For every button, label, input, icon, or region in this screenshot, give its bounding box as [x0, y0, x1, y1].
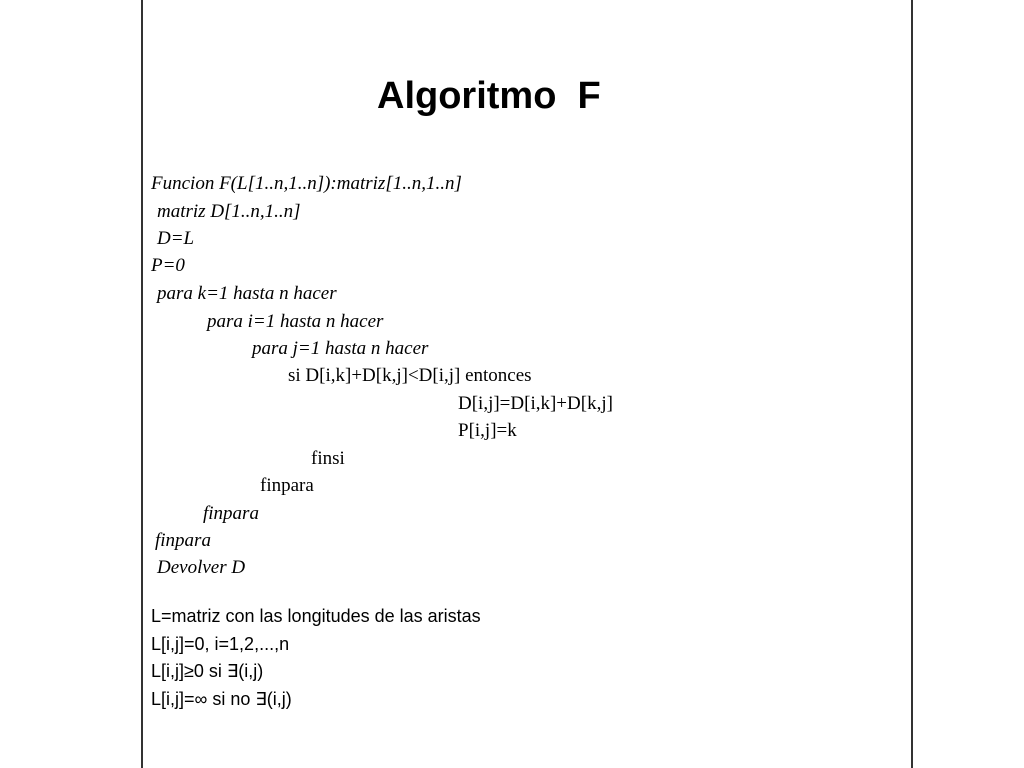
code-line-assign-d: D=L	[157, 228, 195, 249]
code-line-assign-p: P=0	[151, 255, 185, 276]
code-line-finpara-i: finpara	[203, 503, 259, 524]
code-line-loop-i: para i=1 hasta n hacer	[207, 311, 384, 332]
code-line-update-p: P[i,j]=k	[458, 420, 517, 441]
code-line-declare-matrix: matriz D[1..n,1..n]	[157, 201, 301, 222]
code-line-finpara-j: finpara	[260, 475, 314, 496]
code-line-finpara-k: finpara	[155, 530, 211, 551]
code-line-loop-j: para j=1 hasta n hacer	[252, 338, 429, 359]
note-line-edge-exists: L[i,j]≥0 si ∃(i,j)	[151, 661, 264, 681]
code-line-update-d: D[i,j]=D[i,k]+D[k,j]	[458, 393, 613, 414]
note-line-no-edge: L[i,j]=∞ si no ∃(i,j)	[151, 689, 292, 709]
slide-title: Algoritmo F	[377, 75, 601, 117]
code-line-return: Devolver D	[157, 557, 246, 578]
code-line-condition: si D[i,k]+D[k,j]<D[i,j] entonces	[288, 365, 532, 386]
note-line-diagonal: L[i,j]=0, i=1,2,...,n	[151, 634, 290, 654]
code-line-finsi: finsi	[311, 448, 345, 469]
note-line-definition: L=matriz con las longitudes de las aristas	[151, 606, 481, 626]
code-line-function-header: Funcion F(L[1..n,1..n]):matriz[1..n,1..n]	[151, 173, 462, 194]
code-line-loop-k: para k=1 hasta n hacer	[157, 283, 337, 304]
